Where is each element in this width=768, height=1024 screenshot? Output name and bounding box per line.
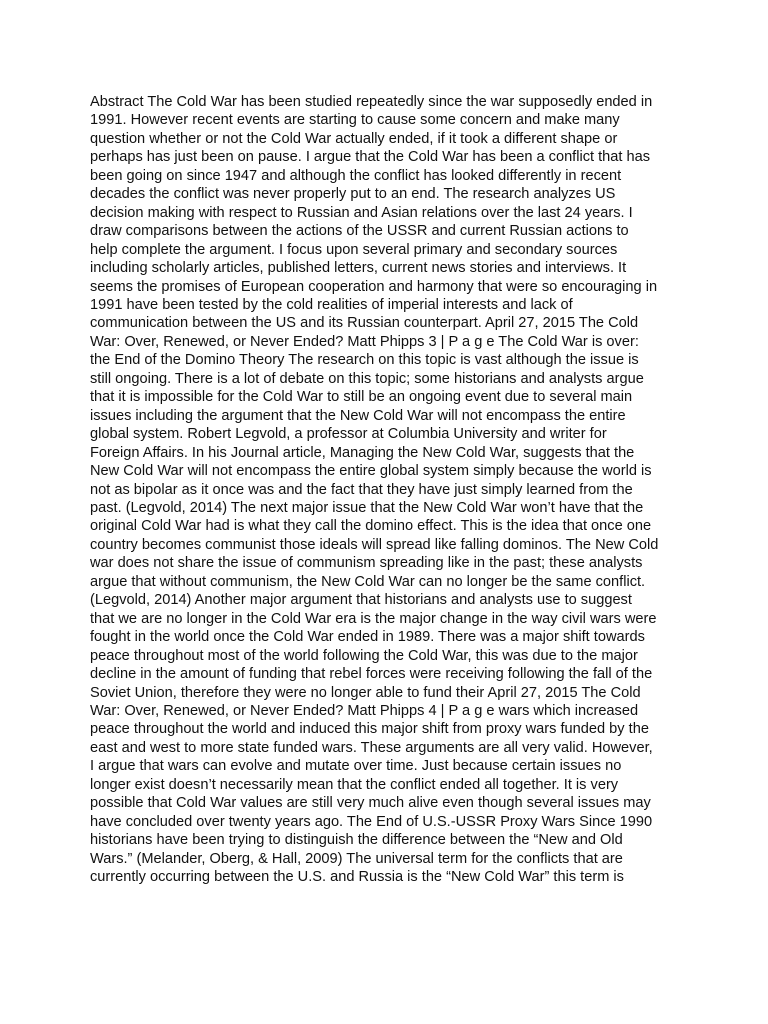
text-line: help complete the argument. I focus upon several primary and secondary sources (90, 241, 618, 258)
text-line: communication between the US and its Russian counterpart. April 27, 2015 The Cold (90, 315, 639, 332)
text-line: still ongoing. There is a lot of debate on this topic; some historians and analysts argue (90, 370, 644, 387)
text-line: Soviet Union, therefore they were no longer able to fund their April 27, 2015 The Cold (90, 684, 641, 701)
text-line: question whether or not the Cold War actually ended, if it took a different shape or (90, 130, 618, 147)
text-line: War: Over, Renewed, or Never Ended? Matt Phipps 3 | P a g e The Cold War is over: (90, 333, 639, 350)
text-line: peace throughout most of the world following the Cold War, this was due to the major (90, 647, 638, 664)
text-line: the End of the Domino Theory The research on this topic is vast although the issue is (90, 352, 639, 369)
text-line: argue that without communism, the New Cold War can no longer be the same conflict. (90, 573, 646, 590)
text-line: been going on since 1947 and although the conflict has looked differently in recent (90, 167, 622, 184)
text-line: have concluded over twenty years ago. The End of U.S.-USSR Proxy Wars Since 1990 (90, 813, 653, 830)
text-line: decision making with respect to Russian and Asian relations over the last 24 years. I (90, 204, 633, 221)
text-line: country becomes communist those ideals will spread like falling dominos. The New Cold (90, 536, 659, 553)
body-text (90, 93, 690, 886)
text-line: past. (Legvold, 2014) The next major issue that the New Cold War won’t have that the (90, 499, 644, 516)
text-line: including scholarly articles, published letters, current news stories and interviews. It (90, 260, 627, 277)
text-line: that we are no longer in the Cold War era is the major change in the way civil wars were (90, 610, 657, 627)
text-line: 1991 have been tested by the cold realities of imperial interests and lack of (90, 296, 573, 313)
text-line: war does not share the issue of communism spreading like in the past; these analysts (90, 555, 643, 572)
text-line: (Legvold, 2014) Another major argument that historians and analysts use to suggest (90, 592, 632, 609)
text-line: decades the conflict was never properly put to an end. The research analyzes US (90, 186, 616, 203)
text-line: fought in the world once the Cold War ended in 1989. There was a major shift towards (90, 629, 645, 646)
text-line: longer exist doesn’t necessarily mean that the conflict ended all together. It is very (90, 776, 619, 793)
text-line: not as bipolar as it once was and the fact that they have just simply learned from the (90, 481, 633, 498)
text-line: east and west to more state funded wars. These arguments are all very valid. However, (90, 739, 653, 756)
text-line: original Cold War had is what they call the domino effect. This is the idea that once one (90, 518, 652, 535)
text-line: seems the promises of European cooperation and harmony that were so encouraging in (90, 278, 658, 295)
text-line: Abstract The Cold War has been studied repeatedly since the war supposedly ended in (90, 94, 653, 110)
text-line: New Cold War will not encompass the entire global system simply because the world is (90, 463, 652, 480)
text-line: 1991. However recent events are starting to cause some concern and make many (90, 112, 620, 129)
text-line: perhaps has just been on pause. I argue that the Cold War has been a conflict that has (90, 149, 651, 166)
text-line: possible that Cold War values are still very much alive even though several issues may (90, 795, 651, 812)
text-line: draw comparisons between the actions of the USSR and current Russian actions to (90, 223, 629, 240)
text-line: that it is impossible for the Cold War to still be an ongoing event due to several main (90, 389, 633, 406)
text-line: peace throughout the world and induced this major shift from proxy wars funded by the (90, 721, 649, 738)
text-line: I argue that wars can evolve and mutate over time. Just because certain issues no (90, 758, 622, 775)
text-line: global system. Robert Legvold, a professor at Columbia University and writer for (90, 426, 607, 443)
text-line: Wars.” (Melander, Oberg, & Hall, 2009) The universal term for the conflicts that are (90, 850, 623, 867)
text-line: Foreign Affairs. In his Journal article, Managing the New Cold War, suggests that the (90, 444, 635, 461)
text-line: currently occurring between the U.S. and Russia is the “New Cold War” this term is (90, 869, 624, 886)
text-line: War: Over, Renewed, or Never Ended? Matt Phipps 4 | P a g e wars which increased (90, 702, 639, 719)
text-line: historians have been trying to distinguish the difference between the “New and Old (90, 832, 623, 849)
text-line: issues including the argument that the New Cold War will not encompass the entire (90, 407, 626, 424)
text-line: decline in the amount of funding that rebel forces were receiving following the fall of the (90, 666, 653, 683)
